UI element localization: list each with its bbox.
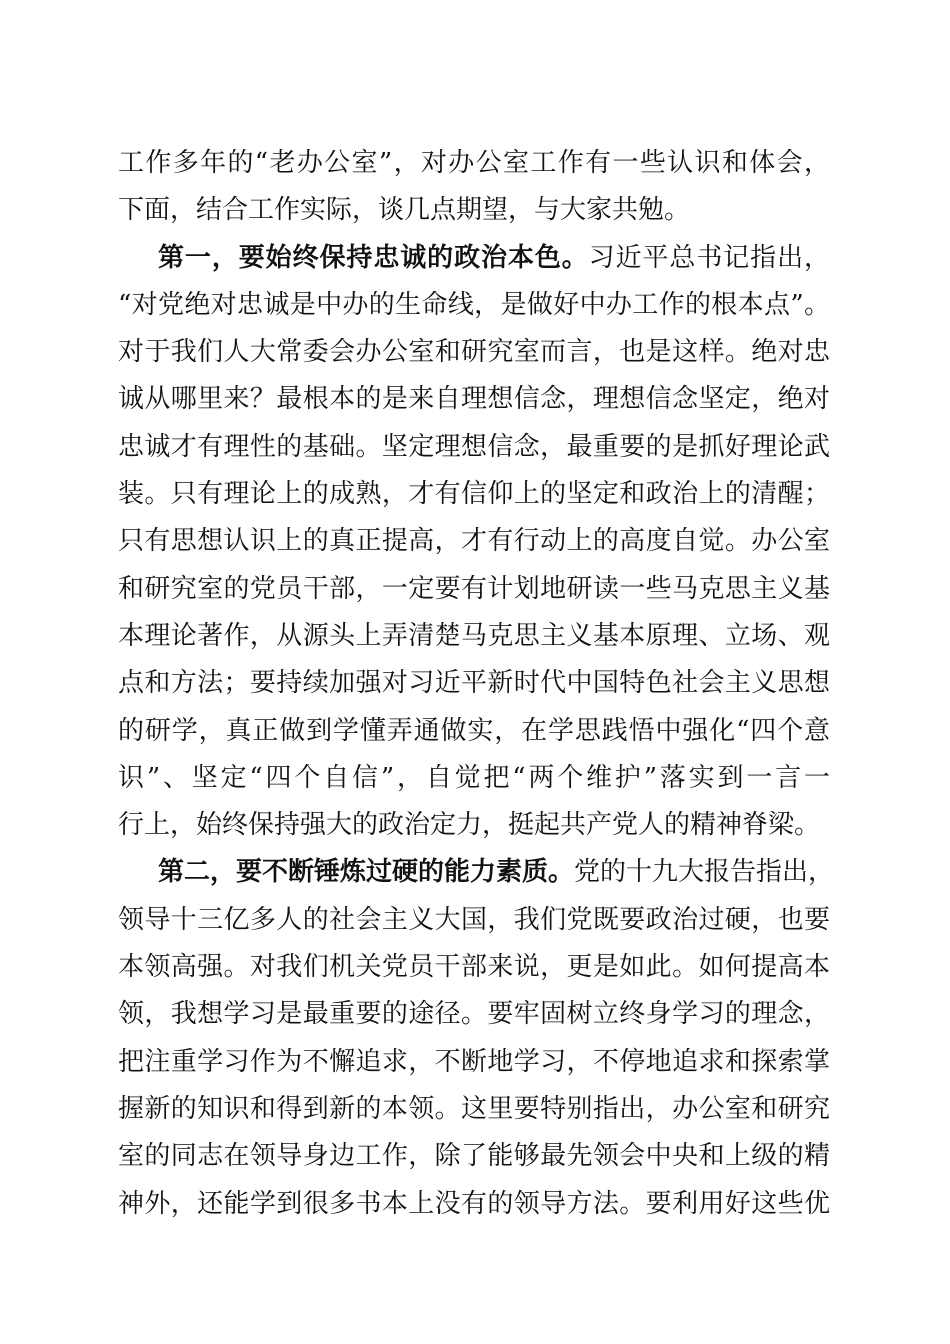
text-line: 识”、坚定“四个自信”，自觉把“两个维护”落实到一言一 (118, 762, 830, 793)
text-line: 和研究室的党员干部，一定要有计划地研读一些马克思主义基 (118, 573, 830, 604)
text-line: 领导十三亿多人的社会主义大国，我们党既要政治过硬，也要 (118, 904, 830, 935)
text-line: 忠诚才有理性的基础。坚定理想信念，最重要的是抓好理论武 (118, 431, 830, 462)
text-line: 把注重学习作为不懈追求，不断地学习，不停地追求和探索掌 (118, 1046, 830, 1077)
text-line: 握新的知识和得到新的本领。这里要特别指出，办公室和研究 (118, 1093, 830, 1124)
text-line: 行上，始终保持强大的政治定力，挺起共产党人的精神脊梁。 (118, 810, 821, 841)
text-line: 神外，还能学到很多书本上没有的领导方法。要利用好这些优 (118, 1188, 830, 1219)
section-2-first-line (118, 849, 835, 896)
text-line: 本领高强。对我们机关党员干部来说，更是如此。如何提高本 (118, 952, 830, 983)
text-line: 的研学，真正做到学懂弄通做实，在学思践悟中强化“四个意 (118, 715, 830, 746)
text-line: 领，我想学习是最重要的途径。要牢固树立终身学习的理念， (118, 999, 830, 1030)
text-line: 点和方法；要持续加强对习近平新时代中国特色社会主义思想 (118, 668, 830, 699)
text-line: “对党绝对忠诚是中办的生命线，是做好中办工作的根本点”。 (118, 289, 830, 320)
text-line: 下面，结合工作实际，谈几点期望，与大家共勉。 (118, 195, 691, 226)
text-line: 对于我们人大常委会办公室和研究室而言，也是这样。绝对忠 (118, 337, 830, 368)
section-1-first-line-text: 习近平总书记指出， (588, 242, 830, 273)
text-line: 工作多年的“老办公室”，对办公室工作有一些认识和体会， (118, 148, 830, 178)
section-2-first-line-text: 党的十九大报告指出， (574, 857, 835, 888)
section-1-first-line (118, 235, 830, 282)
section-1-heading: 第一，要始终保持忠诚的政治本色。 (158, 242, 589, 273)
text-line: 诚从哪里来？最根本的是来自理想信念，理想信念坚定，绝对 (118, 384, 830, 415)
text-line: 只有思想认识上的真正提高，才有行动上的高度自觉。办公室 (118, 526, 830, 557)
document-body (118, 140, 835, 1228)
text-line: 装。只有理论上的成熟，才有信仰上的坚定和政治上的清醒； (118, 479, 830, 510)
text-line: 室的同志在领导身边工作，除了能够最先领会中央和上级的精 (118, 1141, 830, 1172)
text-line: 本理论著作，从源头上弄清楚马克思主义基本原理、立场、观 (118, 620, 830, 651)
section-2-heading: 第二，要不断锤炼过硬的能力素质。 (158, 857, 575, 888)
